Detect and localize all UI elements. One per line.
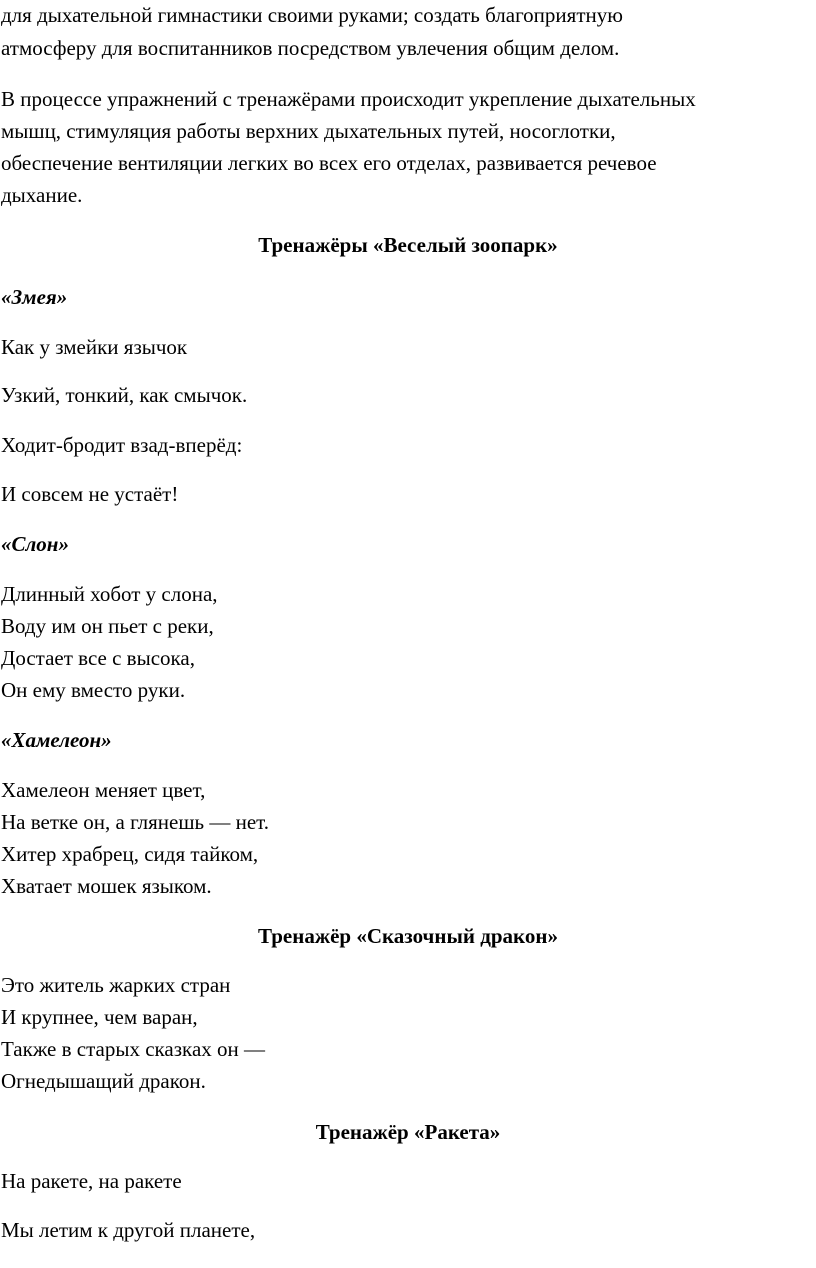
poem-line: Воду им он пьет с реки, [1, 614, 214, 638]
poem-line: На ветке он, а глянешь — нет. [1, 810, 269, 834]
paragraph-line: В процессе упражнений с тренажёрами происходит укрепление дыхательных [1, 87, 696, 111]
intro-line: для дыхательной гимнастики своими руками; создать благоприятную [1, 3, 623, 27]
paragraph-line: обеспечение вентиляции легких во всех его отделах, развивается речевое [1, 151, 657, 175]
poem-line: Это житель жарких стран [1, 973, 231, 997]
poem-line: Длинный хобот у слона, [1, 582, 218, 606]
poem-line: Хватает мошек языком. [1, 874, 212, 898]
poem-line: Узкий, тонкий, как смычок. [1, 383, 248, 407]
poem-line: На ракете, на ракете [1, 1169, 182, 1193]
poem-line: Хамелеон меняет цвет, [1, 778, 206, 802]
poem-line: Огнедышащий дракон. [1, 1069, 206, 1093]
section-heading-dragon: Тренажёр «Сказочный дракон» [258, 924, 558, 948]
section-heading-zoo: Тренажёры «Веселый зоопарк» [258, 233, 558, 257]
poem-line: Также в старых сказках он — [1, 1037, 265, 1061]
poem-line: Хитер храбрец, сидя тайком, [1, 842, 259, 866]
intro-line: атмосферу для воспитанников посредством увлечения общим делом. [1, 36, 620, 60]
poem-title-chameleon: «Хамелеон» [1, 728, 112, 752]
paragraph-line: мышц, стимуляция работы верхних дыхательных путей, носоглотки, [1, 119, 616, 143]
poem-line: Достает все с высока, [1, 646, 195, 670]
paragraph-line: дыхание. [1, 183, 83, 207]
poem-line: И крупнее, чем варан, [1, 1005, 198, 1029]
poem-line: Он ему вместо руки. [1, 678, 186, 702]
poem-line: Мы летим к другой планете, [1, 1218, 256, 1242]
poem-title-elephant: «Слон» [1, 532, 69, 556]
poem-title-snake: «Змея» [1, 285, 68, 309]
section-heading-rocket: Тренажёр «Ракета» [315, 1120, 501, 1144]
poem-line: Как у змейки язычок [1, 335, 188, 359]
poem-line: И совсем не устаёт! [1, 482, 179, 506]
poem-line: Ходит-бродит взад-вперёд: [1, 433, 243, 457]
